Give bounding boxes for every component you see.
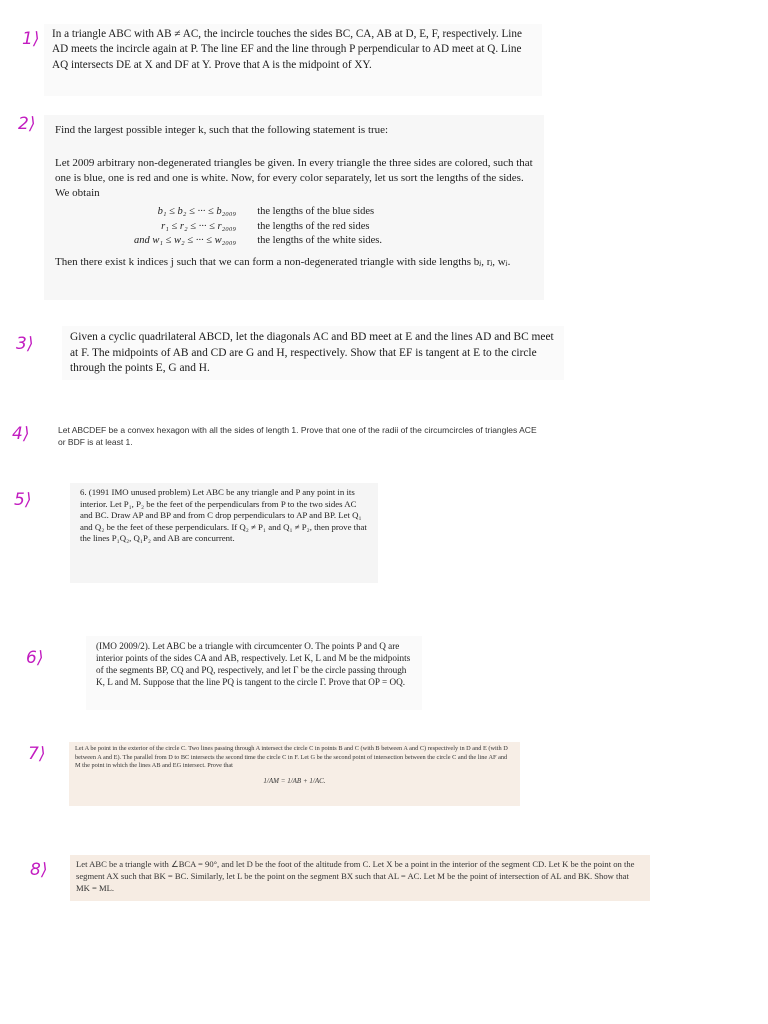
problem-7-text: Let A be point in the exterior of the circle C. Two lines passing through A intersect the circle C in points B and C (with B between A and C) respectively in D and E (with D between A and E). The parallel from D to BC intersects the second time the circle C in F. Let G be the second point of intersection between the circle C and the line AF and M the point in which the lines AB and EG intersect. Prove that <box>75 745 508 770</box>
problem-marker-4: 4⟩ <box>12 424 30 444</box>
problem-marker-5: 5⟩ <box>14 490 32 510</box>
inequality-lhs: r₁ ≤ r₂ ≤ ··· ≤ r₂₀₀₉ <box>161 220 237 232</box>
inequality-row <box>131 220 385 235</box>
problem-2-intro: Find the largest possible integer k, such that the following statement is true: <box>55 124 389 136</box>
problem-1 <box>44 24 542 96</box>
problem-2-inequalities <box>131 205 385 249</box>
problem-2-setup: Let 2009 arbitrary non-degenerated triangles be given. In every triangle the three sides are colored, such that one is blue, one is red and one is white. Now, for every color separately, let us sort the lengths of the sides. We obtain <box>55 157 533 199</box>
inequality-rhs: the lengths of the red sides <box>257 220 370 232</box>
problem-marker-6: 6⟩ <box>26 648 44 668</box>
problem-5 <box>70 483 378 583</box>
inequality-row <box>131 234 385 249</box>
problem-3 <box>62 326 564 380</box>
problem-8 <box>70 855 650 901</box>
problem-marker-3: 3⟩ <box>16 334 34 354</box>
inequality-lhs: and w₁ ≤ w₂ ≤ ··· ≤ w₂₀₀₉ <box>134 235 237 246</box>
problem-2-outro: Then there exist k indices j such that we can form a non-degenerated triangle with side lengths bⱼ, rⱼ, wⱼ. <box>55 255 511 268</box>
problem-6-text: (IMO 2009/2). Let ABC be a triangle with circumcenter O. The points P and Q are interior points of the sides CA and AB, respectively. Let K, L and M be the midpoints of the segments BP, CQ and PQ, respectively, and let Γ be the circle passing through K, L and M. Suppose that the line PQ is tangent to the circle Γ. Prove that OP = OQ. <box>96 641 411 688</box>
problem-3-text: Given a cyclic quadrilateral ABCD, let the diagonals AC and BD meet at E and the lines AD and BC meet at F. The midpoints of AB and CD are G and H, respectively. Show that EF is tangent at E to the circle through the points E, G and H. <box>70 331 554 374</box>
problem-1-text: In a triangle ABC with AB ≠ AC, the incircle touches the sides BC, CA, AB at D, E, F, respectively. Line AD meets the incircle again at P. The line EF and the line through P perpendicular to AD meet at Q. Line AQ intersects DE at X and DF at Y. Prove that A is the midpoint of XY. <box>52 28 522 71</box>
problem-4-text: Let ABCDEF be a convex hexagon with all the sides of length 1. Prove that one of the radii of the circumcircles of triangles ACE or BDF is at least 1. <box>58 425 537 447</box>
problem-8-text: Let ABC be a triangle with ∠BCA = 90°, and let D be the foot of the altitude from C. Let X be a point in the interior of the segment CD. Let K be the point on the segment AX such that BK = BC. Similarly, let L be the point on the segment BX such that AL = AC. Let M be the point of intersection of AL and BK. Show that MK = ML. <box>76 859 635 893</box>
problem-2 <box>44 115 544 300</box>
problem-6 <box>86 636 422 710</box>
inequality-rhs: the lengths of the blue sides <box>257 206 375 217</box>
problem-7-formula: 1/AM = 1/AB + 1/AC. <box>263 776 326 785</box>
problem-marker-2: 2⟩ <box>18 114 36 134</box>
inequality-rhs: the lengths of the white sides. <box>257 235 383 246</box>
inequality-lhs: b₁ ≤ b₂ ≤ ··· ≤ b₂₀₀₉ <box>157 206 237 217</box>
problem-7 <box>69 742 520 806</box>
problem-4 <box>50 423 546 453</box>
problem-marker-1: 1⟩ <box>22 29 40 49</box>
problem-marker-7: 7⟩ <box>28 744 46 764</box>
inequality-row <box>131 205 385 220</box>
problem-5-text: 6. (1991 IMO unused problem) Let ABC be any triangle and P any point in its interior. Let P₁, P₂ be the feet of the perpendiculars from P to the two sides AC and BC. Draw AP and BP and from C drop perpendiculars to AP and BP. Let Q₁ and Q₂ be the feet of these perpendiculars. If Q₂ ≠ P₁ and Q₁ ≠ P₂, then prove that the lines P₁Q₂, Q₁P₂ and AB are concurrent. <box>80 487 367 544</box>
problem-marker-8: 8⟩ <box>30 860 48 880</box>
